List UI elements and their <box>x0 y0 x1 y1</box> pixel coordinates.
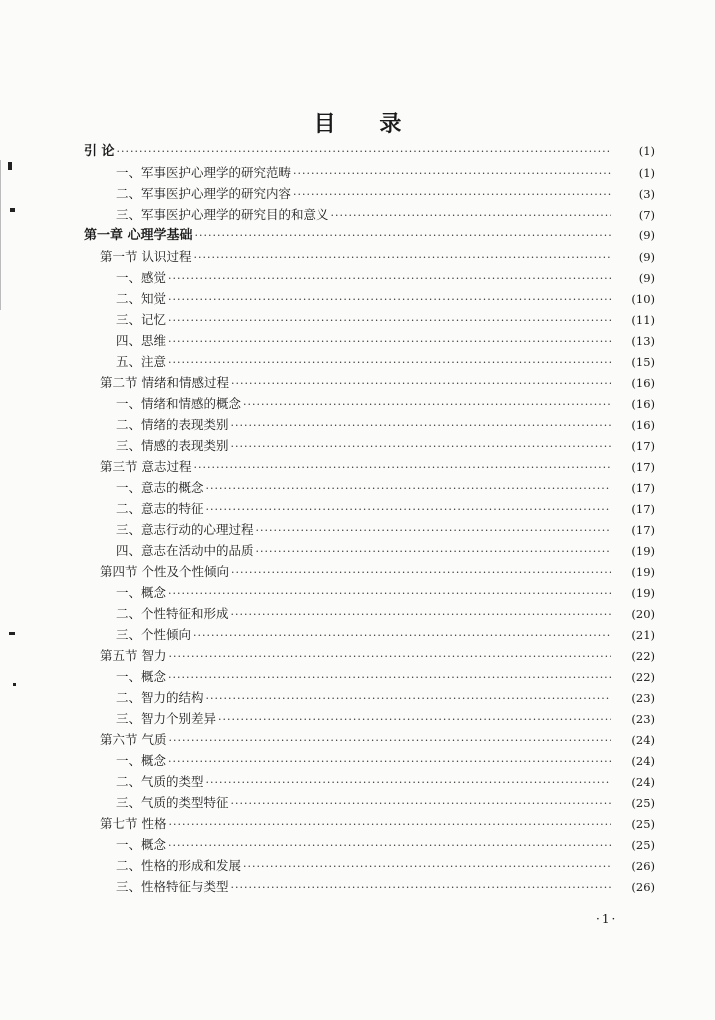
toc-entry-label: 第七节 性格 <box>100 816 167 831</box>
toc-page-number: (24) <box>631 775 655 789</box>
toc-subsection-entry[interactable] <box>0 792 715 813</box>
toc-section-entry[interactable] <box>0 561 715 582</box>
toc-page-number: (21) <box>631 628 655 642</box>
toc-subsection-entry[interactable] <box>0 687 715 708</box>
toc-subsection-entry[interactable] <box>0 393 715 414</box>
dot-leader <box>231 415 611 436</box>
toc-section-entry[interactable] <box>0 729 715 750</box>
toc-entry-label: 一、感觉 <box>116 270 167 285</box>
toc-page-number: (26) <box>631 859 655 873</box>
dot-leader <box>231 793 611 814</box>
toc-entry-label: 二、知觉 <box>116 291 167 306</box>
toc-subsection-entry[interactable] <box>0 582 715 603</box>
dot-leader <box>331 205 611 226</box>
toc-subsection-entry[interactable] <box>0 603 715 624</box>
toc-entry-label: 二、性格的形成和发展 <box>116 858 242 873</box>
toc-entry-label: 第五节 智力 <box>100 648 167 663</box>
toc-page-number: (16) <box>631 397 655 411</box>
dot-leader <box>168 646 611 667</box>
dot-leader <box>256 541 611 562</box>
toc-entry-label: 第一章 心理学基础 <box>84 228 193 243</box>
dot-leader <box>231 436 611 457</box>
page-title: 目 录 <box>313 111 420 137</box>
toc-page-number: (17) <box>631 460 655 474</box>
toc-page-number: (9) <box>638 271 655 285</box>
toc-entry-label: 二、意志的特征 <box>116 501 204 516</box>
toc-entry-label: 二、情绪的表现类别 <box>116 417 229 432</box>
toc-subsection-entry[interactable] <box>0 351 715 372</box>
dot-leader <box>168 835 611 856</box>
toc-subsection-entry[interactable] <box>0 162 715 183</box>
toc-entry-label: 一、概念 <box>116 837 167 852</box>
toc-entry-label: 第三节 意志过程 <box>100 459 192 474</box>
toc-subsection-entry[interactable] <box>0 288 715 309</box>
toc-entry-label: 三、气质的类型特征 <box>116 795 229 810</box>
dot-leader <box>195 225 611 246</box>
toc-subsection-entry[interactable] <box>0 498 715 519</box>
toc-chapter-entry[interactable] <box>0 225 715 246</box>
toc-entry-label: 三、性格特征与类型 <box>116 879 229 894</box>
toc-entry-label: 三、军事医护心理学的研究目的和意义 <box>116 207 329 222</box>
toc-page-number: (24) <box>631 754 655 768</box>
toc-page-number: (19) <box>631 544 655 558</box>
toc-subsection-entry[interactable] <box>0 708 715 729</box>
dot-leader <box>231 604 611 625</box>
dot-leader <box>168 310 611 331</box>
toc-page-number: (13) <box>631 334 655 348</box>
toc-subsection-entry[interactable] <box>0 435 715 456</box>
toc-entry-label: 三、情感的表现类别 <box>116 438 229 453</box>
dot-leader <box>193 625 611 646</box>
toc-entry-label: 一、情绪和情感的概念 <box>116 396 242 411</box>
toc-entry-label: 第四节 个性及个性倾向 <box>100 564 229 579</box>
toc-subsection-entry[interactable] <box>0 666 715 687</box>
toc-page-number: (22) <box>631 649 655 663</box>
dot-leader <box>231 373 611 394</box>
dot-leader <box>193 457 611 478</box>
dot-leader <box>168 352 611 373</box>
toc-page-number: (16) <box>631 418 655 432</box>
toc-page-number: (20) <box>631 607 655 621</box>
toc-section-entry[interactable] <box>0 645 715 666</box>
toc-subsection-entry[interactable] <box>0 771 715 792</box>
toc-entry-label: 第六节 气质 <box>100 732 167 747</box>
toc-page-number: (9) <box>638 228 655 242</box>
dot-leader <box>206 688 611 709</box>
toc-page-number: (17) <box>631 502 655 516</box>
toc-entry-label: 二、气质的类型 <box>116 774 204 789</box>
toc-subsection-entry[interactable] <box>0 750 715 771</box>
toc-page-number: (25) <box>631 796 655 810</box>
dot-leader <box>193 247 611 268</box>
toc-page-number: (19) <box>631 586 655 600</box>
dot-leader <box>168 730 611 751</box>
toc-subsection-entry[interactable] <box>0 267 715 288</box>
table-of-contents <box>0 141 715 897</box>
toc-entry-label: 一、概念 <box>116 753 167 768</box>
toc-entry-label: 三、意志行动的心理过程 <box>116 522 254 537</box>
toc-chapter-entry[interactable] <box>0 141 715 162</box>
toc-subsection-entry[interactable] <box>0 183 715 204</box>
toc-subsection-entry[interactable] <box>0 834 715 855</box>
dot-leader <box>117 141 611 162</box>
toc-subsection-entry[interactable] <box>0 309 715 330</box>
toc-page-number: (15) <box>631 355 655 369</box>
toc-entry-label: 四、意志在活动中的品质 <box>116 543 254 558</box>
dot-leader <box>206 499 611 520</box>
toc-page-number: (25) <box>631 817 655 831</box>
toc-entry-label: 引 论 <box>84 144 115 159</box>
dot-leader <box>231 562 611 583</box>
dot-leader <box>206 478 611 499</box>
toc-subsection-entry[interactable] <box>0 330 715 351</box>
toc-entry-label: 二、个性特征和形成 <box>116 606 229 621</box>
toc-page-number: (23) <box>631 691 655 705</box>
toc-entry-label: 三、智力个别差异 <box>116 711 217 726</box>
toc-page-number: (23) <box>631 712 655 726</box>
dot-leader <box>293 184 611 205</box>
dot-leader <box>293 163 611 184</box>
toc-page-number: (26) <box>631 880 655 894</box>
toc-page-number: (16) <box>631 376 655 390</box>
toc-entry-label: 三、记忆 <box>116 312 167 327</box>
dot-leader <box>168 667 611 688</box>
dot-leader <box>168 331 611 352</box>
toc-subsection-entry[interactable] <box>0 624 715 645</box>
toc-page-number: (24) <box>631 733 655 747</box>
toc-entry-label: 五、注意 <box>116 354 167 369</box>
toc-page-number: (1) <box>638 166 655 180</box>
toc-section-entry[interactable] <box>0 246 715 267</box>
dot-leader <box>218 709 611 730</box>
toc-entry-label: 一、意志的概念 <box>116 480 204 495</box>
toc-subsection-entry[interactable] <box>0 519 715 540</box>
page-folio: ·1· <box>596 912 618 926</box>
toc-subsection-entry[interactable] <box>0 204 715 225</box>
toc-entry-label: 第二节 情绪和情感过程 <box>100 375 229 390</box>
dot-leader <box>168 268 611 289</box>
dot-leader <box>206 772 611 793</box>
toc-page-number: (11) <box>631 313 655 327</box>
toc-section-entry[interactable] <box>0 372 715 393</box>
toc-entry-label: 三、个性倾向 <box>116 627 192 642</box>
toc-page-number: (9) <box>638 250 655 264</box>
toc-entry-label: 二、智力的结构 <box>116 690 204 705</box>
toc-page-number: (1) <box>638 144 655 158</box>
toc-page-number: (3) <box>638 187 655 201</box>
toc-subsection-entry[interactable] <box>0 855 715 876</box>
toc-entry-label: 四、思维 <box>116 333 167 348</box>
toc-subsection-entry[interactable] <box>0 540 715 561</box>
toc-page-number: (10) <box>631 292 655 306</box>
toc-page-number: (22) <box>631 670 655 684</box>
toc-page-number: (17) <box>631 481 655 495</box>
toc-page-number: (25) <box>631 838 655 852</box>
toc-entry-label: 二、军事医护心理学的研究内容 <box>116 186 292 201</box>
toc-subsection-entry[interactable] <box>0 477 715 498</box>
dot-leader <box>231 877 611 898</box>
toc-entry-label: 第一节 认识过程 <box>100 249 192 264</box>
dot-leader <box>243 856 611 877</box>
dot-leader <box>168 814 611 835</box>
toc-page-number: (17) <box>631 523 655 537</box>
dot-leader <box>168 751 611 772</box>
toc-subsection-entry[interactable] <box>0 414 715 435</box>
dot-leader <box>243 394 611 415</box>
dot-leader <box>168 583 611 604</box>
toc-page-number: (7) <box>638 208 655 222</box>
toc-entry-label: 一、概念 <box>116 669 167 684</box>
toc-section-entry[interactable] <box>0 456 715 477</box>
dot-leader <box>168 289 611 310</box>
toc-section-entry[interactable] <box>0 813 715 834</box>
toc-page-number: (17) <box>631 439 655 453</box>
dot-leader <box>256 520 611 541</box>
toc-entry-label: 一、军事医护心理学的研究范畴 <box>116 165 292 180</box>
toc-subsection-entry[interactable] <box>0 876 715 897</box>
toc-entry-label: 一、概念 <box>116 585 167 600</box>
toc-page-number: (19) <box>631 565 655 579</box>
